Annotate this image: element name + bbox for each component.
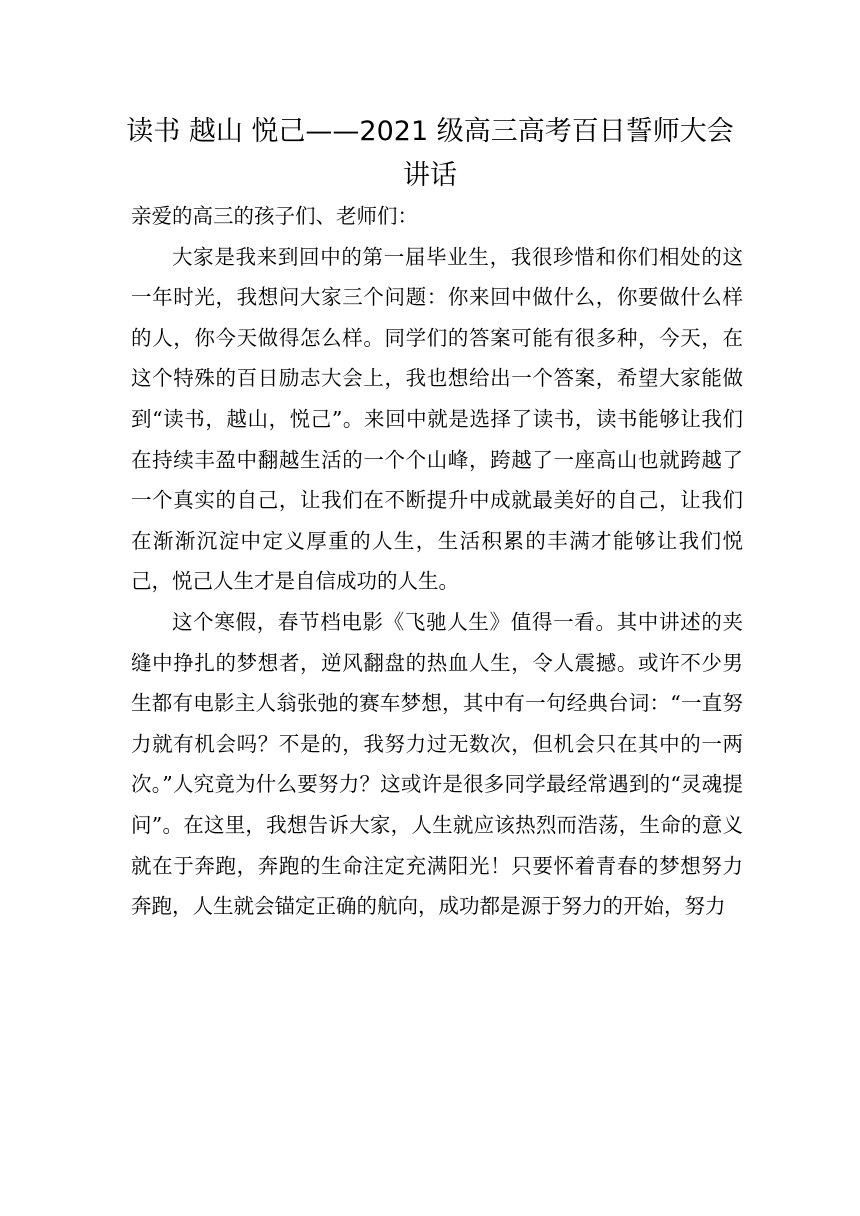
greeting-line: 亲爱的高三的孩子们、老师们： [131,204,418,228]
paragraph-2: 这个寒假，春节档电影《飞驰人生》值得一看。其中讲述的夹缝中挣扎的梦想者，逆风翻盘的热血人生，令人震撼。或许不少男生都有电影主人翁张弛的赛车梦想，其中有一句经典台词：“一直努力就有机会吗？不是的，我努力过无数次，但机会只在其中的一两次。”人究竟为什么要努力？这或许是很多同学最经常遇到的“灵魂提问”。在这里，我想告诉大家，人生就应该热烈而浩荡，生命的意义就在于奔跑，奔跑的生命注定充满阳光！只要怀着青春的梦想努力奔跑，人生就会锚定正确的航向，成功都是源于努力的开始，努力 [131,609,743,919]
paragraph-1: 大家是我来到回中的第一届毕业生，我很珍惜和你们相处的这一年时光，我想问大家三个问题：你来回中做什么，你要做什么样的人，你今天做得怎么样。同学们的答案可能有很多种，今天，在这个特殊的百日励志大会上，我也想给出一个答案，希望大家能做到“读书，越山，悦己”。来回中就是选择了读书，读书能够让我们在持续丰盈中翻越生活的一个个山峰，跨越了一座高山也就跨越了一个真实的自己，让我们在不断提升中成就最美好的自己，让我们在渐渐沉淀中定义厚重的人生，生活积累的丰满才能够让我们悦己，悦己人生才是自信成功的人生。 [131,244,743,594]
document-title: 读书 越山 悦己——2021 级高三高考百日誓师大会讲话 [126,116,734,191]
document-body [131,196,743,927]
